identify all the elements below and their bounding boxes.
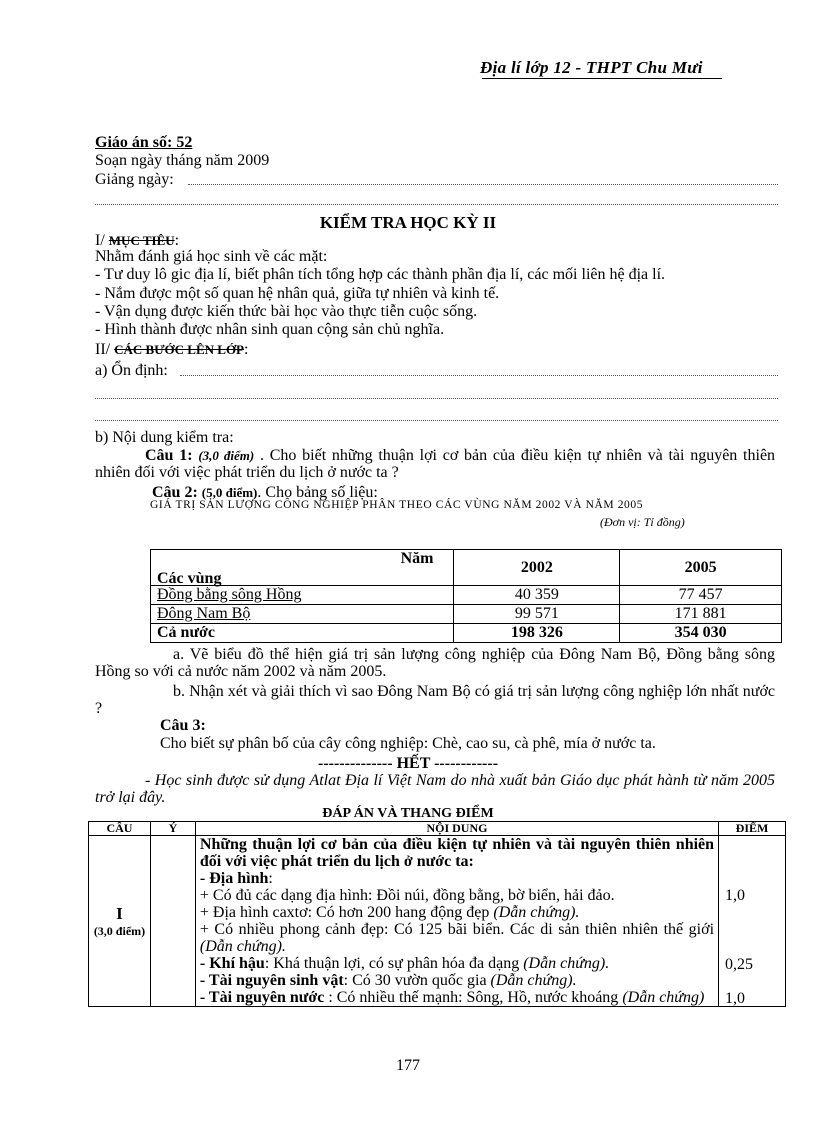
objective-item: - Nắm được một số quan hệ nhân quả, giữa tự nhiên và kinh tế. (95, 285, 500, 302)
cau-number: I (116, 903, 123, 923)
section2-heading (95, 341, 248, 359)
col-y: Ý (150, 822, 195, 836)
section1-title: MỤC TIÊU (108, 233, 175, 248)
total-cell: Cả nước (151, 624, 454, 643)
prepared-date: Soạn ngày tháng năm 2009 (95, 152, 270, 169)
col-points: ĐIỂM (719, 822, 786, 836)
year-header: 2005 (620, 550, 782, 586)
content-cell (195, 836, 718, 1007)
q1-points: (3,0 điểm) (198, 448, 255, 463)
y-cell (150, 836, 195, 1007)
section2-colon: : (244, 341, 249, 358)
table-unit: (Đơn vị: Tỉ đồng) (600, 515, 685, 529)
answer-heading: Những thuận lợi cơ bản của điều kiện tự nhiên và tài nguyên thiên nhiên đối với việc phát triển du lịch ở nước ta: (199, 836, 715, 870)
question-2a: a. Vẽ biểu đồ thể hiện giá trị sản lượng công nghiệp của Đông Nam Bộ, Đồng bằng sông Hồng so với cả nước năm 2002 và năm 2005. (95, 646, 775, 680)
answer-table (88, 821, 786, 1007)
question-1 (95, 447, 775, 481)
year-header: 2002 (454, 550, 620, 586)
climate-label: - Khí hậu (199, 955, 265, 972)
q2-points: (5,0 điểm) (201, 485, 258, 500)
value-cell: 77 457 (620, 586, 782, 605)
content-label: b) Nội dung kiểm tra: (95, 429, 234, 446)
taught-date: Giảng ngày: (95, 171, 174, 188)
total-value: 198 326 (454, 624, 620, 643)
points-cell (719, 836, 786, 1007)
climate-text: : Khá thuận lợi, có sự phân hóa đa dạng (264, 955, 524, 972)
section1-intro: Nhằm đánh giá học sinh về các mặt: (95, 248, 328, 265)
atlas-note: - Học sinh được sử dụng Atlat Địa lí Việt Nam do nhà xuất bản Giáo dục phát hành từ năm 2005 trở lại đây. (95, 772, 775, 806)
q3-label: Câu 3: (160, 717, 206, 734)
section2-roman: II/ (95, 341, 111, 358)
evidence-note: (Dẫn chứng) (622, 989, 705, 1006)
page-number: 177 (396, 1057, 420, 1074)
evidence-note: (Dẫn chứng). (523, 955, 610, 972)
section2-title: CÁC BƯỚC LÊN LỚP (114, 342, 244, 357)
question-2b: b. Nhận xét và giải thích vì sao Đông Nam Bộ có giá trị sản lượng công nghiệp lớn nhất nước ? (95, 683, 775, 717)
objective-item: - Tư duy lô gic địa lí, biết phân tích tổng hợp các thành phần địa lí, các mối liên hệ địa lí. (95, 266, 666, 283)
region-cell: Đồng bằng sông Hồng (151, 586, 454, 605)
q2-text: . Cho bảng số liệu: (257, 484, 378, 501)
terrain-colon: : (268, 870, 273, 887)
dotted-line (188, 183, 778, 185)
q1-label: Câu 1: (145, 447, 193, 464)
q2-label: Câu 2: (152, 484, 198, 501)
dotted-line (95, 397, 778, 399)
objective-item: - Vận dụng được kiến thức bài học vào thực tiễn cuộc sống. (95, 303, 478, 320)
evidence-note: (Dẫn chứng). (493, 904, 580, 921)
terrain-item: + Địa hình caxtơ: Có hơn 200 hang động đẹp (199, 904, 494, 921)
table-title: GIÁ TRỊ SẢN LƯỢNG CÔNG NGHIỆP PHÂN THEO CÁC VÙNG NĂM 2002 VÀ NĂM 2005 (150, 499, 644, 511)
points-value: 1,0 (725, 887, 746, 904)
col-content: NỘI DUNG (195, 822, 718, 836)
cau-points: (3,0 điểm) (93, 923, 146, 938)
bio-text: : Có 30 vườn quốc gia (343, 972, 491, 989)
water-label: - Tài nguyên nước (199, 989, 325, 1006)
section1-colon: : (174, 232, 180, 249)
evidence-note: (Dẫn chứng). (490, 972, 577, 989)
dotted-line (180, 374, 778, 376)
lesson-number: Giáo án số: 52 (95, 134, 193, 151)
water-text: : Có nhiều thế mạnh: Sông, Hồ, nước khoáng (324, 989, 623, 1006)
table-corner (151, 550, 454, 586)
end-marker: -------------- HẾT ------------ (317, 755, 499, 772)
terrain-item: + Có nhiều phong cảnh đẹp: Có 125 bãi biển. Các di sản thiên nhiên thế giới (199, 921, 715, 938)
stabilize-label: a) Ổn định: (95, 362, 168, 379)
points-value: 0,25 (725, 956, 754, 973)
section1-roman: I/ (95, 232, 105, 249)
value-cell: 99 571 (454, 605, 620, 624)
evidence-note: (Dẫn chứng). (199, 938, 286, 955)
total-value: 354 030 (620, 624, 782, 643)
corner-region: Các vùng (157, 570, 222, 587)
value-cell: 40 359 (454, 586, 620, 605)
points-value: 1,0 (725, 990, 746, 1007)
objective-item: - Hình thành được nhân sinh quan cộng sản chủ nghĩa. (95, 321, 445, 338)
answer-title: ĐÁP ÁN VÀ THANG ĐIỂM (322, 806, 494, 821)
page-title: KIỂM TRA HỌC KỲ II (319, 213, 497, 232)
dotted-line (95, 419, 778, 421)
dotted-line (95, 203, 778, 205)
region-cell: Đông Nam Bộ (151, 605, 454, 624)
terrain-item: + Có đủ các dạng địa hình: Đồi núi, đồng bằng, bờ biển, hải đảo. (199, 887, 615, 904)
corner-year: Năm (400, 550, 434, 567)
bio-label: - Tài nguyên sinh vật (199, 972, 344, 989)
data-table (150, 549, 782, 643)
q3-text: Cho biết sự phân bố của cây công nghiệp: Chè, cao su, cà phê, mía ở nước ta. (160, 735, 656, 752)
page-header: Địa lí lớp 12 - THPT Chu Mưi (480, 58, 703, 77)
terrain-label: - Địa hình (199, 870, 269, 887)
col-cau: CÂU (89, 822, 151, 836)
header-underline (482, 78, 722, 79)
q1-text: . Cho biết những thuận lợi cơ bản của điều kiện tự nhiên và tài nguyên thiên nhiên đối với việc phát triển du lịch ở nước ta ? (95, 447, 776, 481)
cau-cell (89, 836, 151, 1007)
value-cell: 171 881 (620, 605, 782, 624)
